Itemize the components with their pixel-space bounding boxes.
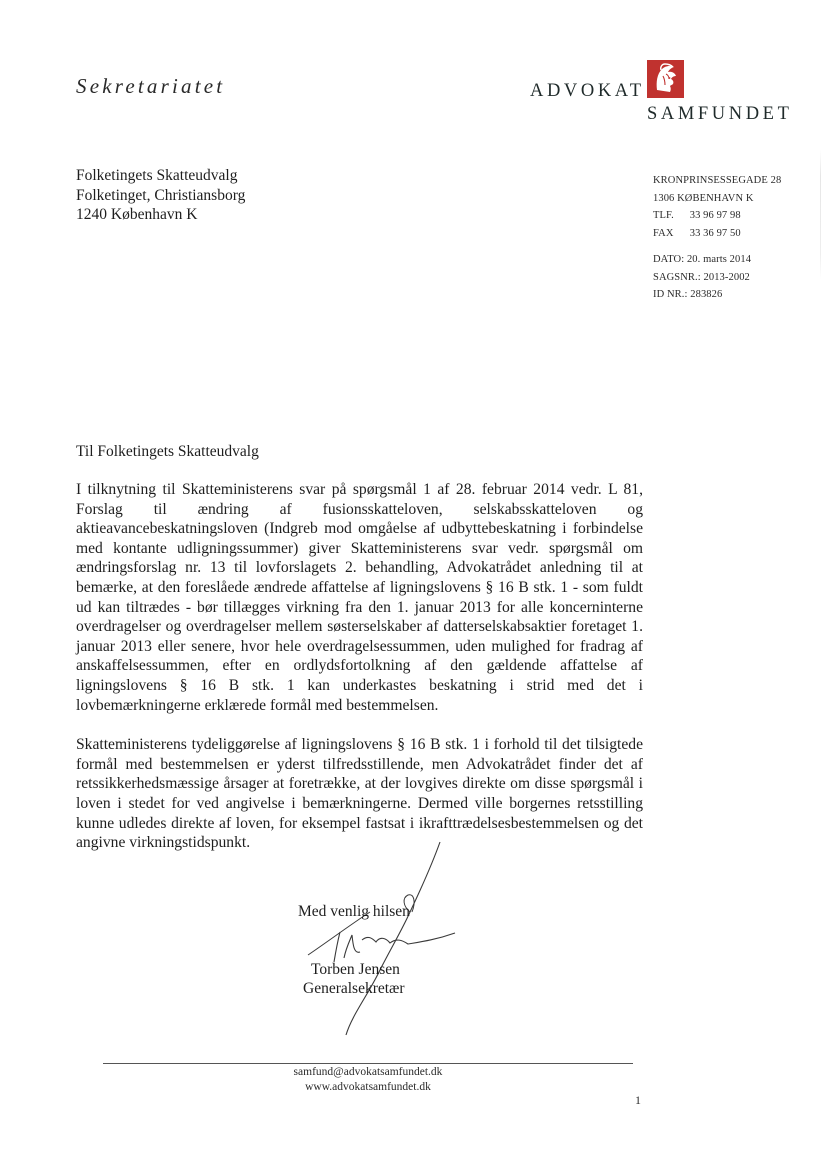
footer-divider (103, 1063, 633, 1064)
fax-number: 33 36 97 50 (689, 227, 741, 239)
page-number: 1 (635, 1093, 641, 1107)
sender-fax-row (653, 225, 781, 243)
sender-phone-row (653, 207, 781, 225)
recipient-line: Folketingets Skatteudvalg (76, 167, 238, 184)
logo-word-advokat: ADVOKAT (530, 81, 645, 101)
footer-contact (103, 1065, 633, 1094)
letter-body (76, 480, 643, 873)
athena-helmet-icon (647, 60, 684, 98)
phone-number: 33 96 97 98 (689, 210, 741, 221)
logo-word-samfundet: SAMFUNDET (647, 104, 793, 124)
phone-label: TLF. (653, 210, 674, 221)
recipient-address (76, 166, 245, 225)
body-paragraph: I tilknytning til Skatteministerens svar på spørgsmål 1 af 28. februar 2014 vedr. L 81, Forslag til ændring af fusionsskatteloven, selskabsskatteloven og aktieavancebeskatningsloven (Indgreb mod omgåelse af udbyttebeskatning i forbindelse med kontante udligningssummer) giver Skatteministerens svar vedr. spørgsmål om ændringsforslag nr. 13 til lovforslagets 2. behandling, Advokatrådet anledning til at bemærke, at den foreslåede ændrede affattelse af ligningslovens § 16 B stk. 1 - som fuldt ud kan tiltrædes - bør tillægges virkning fra den 1. januar 2013 for alle koncerninterne overdragelser og overdragelser mellem søsterselskaber af datterselskabsaktier foretaget 1. januar 2013 eller senere, hvor hele overdragelsessummen, uden mulighed for fradrag af anskaffelsessummen, efter en ordlydsfortolkning af den gældende affattelse af ligningslovens § 16 B stk. 1 kan underkastes beskatning i strid med det i lovbemærkningerne erklærede formål med bestemmelsen. (76, 481, 643, 714)
letter-date: DATO: 20. marts 2014 (653, 254, 752, 265)
department-heading: Sekretariatet (76, 74, 226, 98)
signatory-name: Torben Jensen (311, 961, 400, 978)
fax-label: FAX (653, 227, 674, 239)
signatory-title: Generalsekretær (303, 980, 405, 997)
case-number: SAGSNR.: 2013-2002 (653, 271, 750, 283)
footer-email-link[interactable]: samfund@advokatsamfundet.dk (293, 1066, 443, 1078)
sender-info-block (653, 172, 781, 304)
advokatsamfundet-logo (530, 60, 800, 130)
recipient-line: Folketinget, Christiansborg (76, 186, 246, 204)
recipient-line: 1240 København K (76, 206, 198, 223)
scan-edge-artifact (820, 150, 821, 280)
body-paragraph: Skatteministerens tydeliggørelse af ligningslovens § 16 B stk. 1 i forhold til det tilsigtede formål med bestemmelsen er yderst tilfredsstillende, men Advokatrådet finder det af retssikkerhedsmæssige årsager at foretrække, at der lovgives direkte om disse spørgsmål i loven i stedet for ved angivelse i bemærkningerne. Dermed ville borgernes retsstilling kunne udledes direkte af loven, for eksempel fastsat i ikrafttrædelsesbestemmelsen og det angivne virkningstidspunkt. (76, 736, 643, 852)
salutation: Til Folketingets Skatteudvalg (76, 443, 259, 460)
footer-website-link[interactable]: www.advokatsamfundet.dk (305, 1080, 431, 1093)
sender-postal: 1306 KØBENHAVN K (653, 192, 754, 204)
closing-phrase: Med venlig hilsen (298, 903, 410, 920)
sender-street: KRONPRINSESSEGADE 28 (653, 175, 782, 186)
id-number: ID NR.: 283826 (653, 289, 723, 300)
